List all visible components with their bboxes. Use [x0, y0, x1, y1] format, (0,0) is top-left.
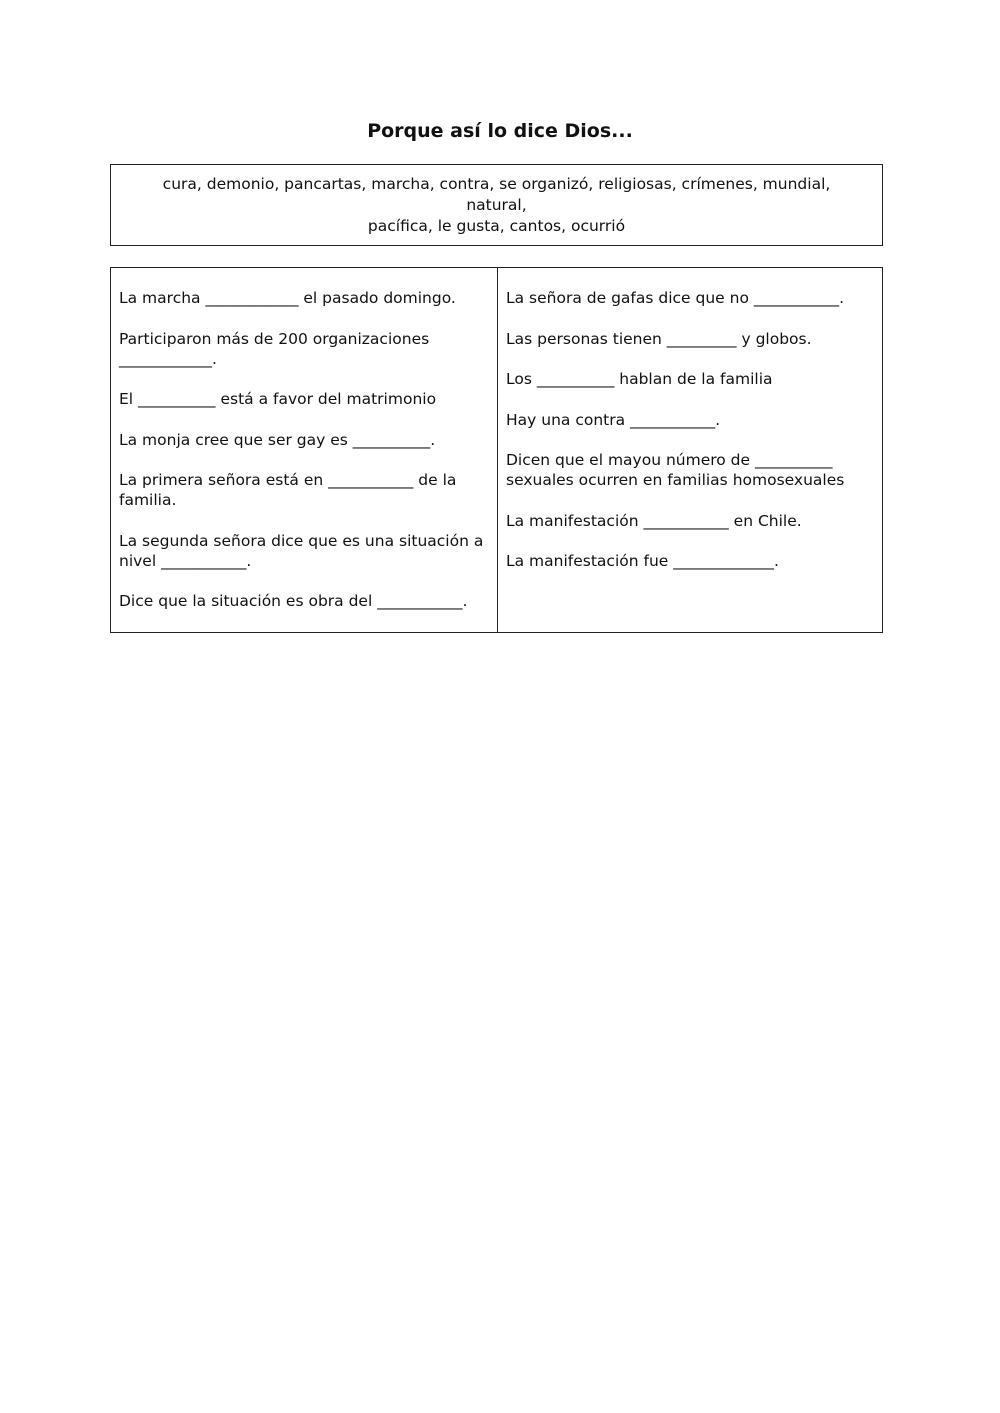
sentence-left-1: La marcha ____________ el pasado domingo. [119, 289, 456, 307]
sentence-right-4: Hay una contra ___________. [506, 410, 721, 429]
sentence-left-7: Dice que la situación es obra del ___________. [119, 592, 468, 610]
sentence-left-4: La monja cree que ser gay es __________. [119, 430, 436, 449]
sentence-right-6: La manifestación ___________ en Chile. [506, 511, 802, 530]
sentence-right-1: La señora de gafas dice que no ___________. [506, 289, 845, 307]
sentence-right-3: Los __________ hablan de la familia [506, 370, 773, 388]
sentence-right-5: Dicen que el mayou número de __________ sexuales ocurren en familias homosexuales [506, 451, 845, 489]
right-column [498, 268, 882, 632]
left-column [111, 268, 498, 632]
word-bank-box [110, 164, 883, 246]
sentence-left-5: La primera señora está en ___________ de la familia. [119, 471, 457, 509]
worksheet-title: Porque así lo dice Dios... [367, 120, 633, 142]
sentence-left-2: Participaron más de 200 organizaciones ____________. [119, 329, 430, 368]
exercise-table [110, 267, 883, 633]
sentence-right-7: La manifestación fue _____________. [506, 552, 779, 570]
sentence-left-3: El __________ está a favor del matrimonio [119, 390, 437, 408]
word-bank-text: cura, demonio, pancartas, marcha, contra, se organizó, religiosas, crímenes, mundial, natural, pacífica, le gusta, cantos, ocurrió [162, 174, 831, 235]
sentence-left-6: La segunda señora dice que es una situación a nivel ___________. [119, 531, 484, 570]
sentence-right-2: Las personas tienen _________ y globos. [506, 329, 812, 348]
